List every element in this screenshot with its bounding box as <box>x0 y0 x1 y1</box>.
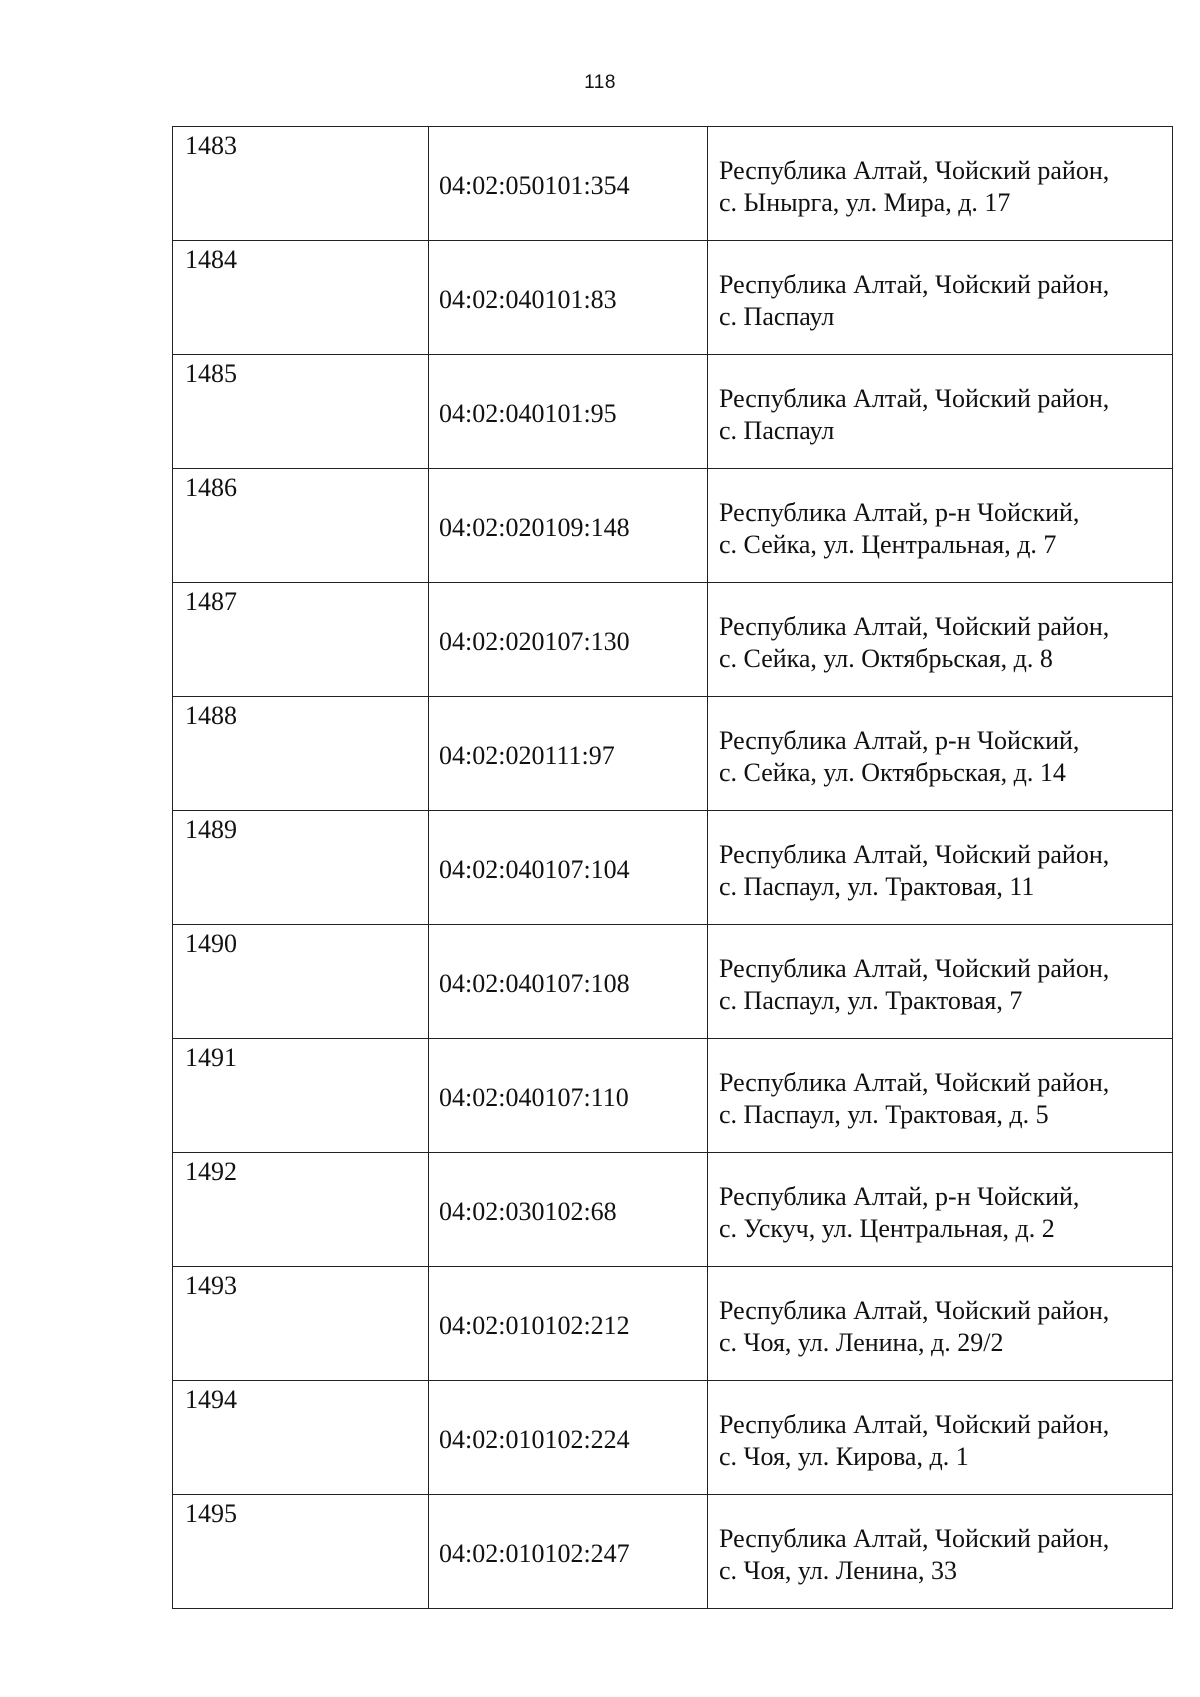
address-cell <box>708 583 1173 697</box>
address-line-1: Республика Алтай, Чойский район, <box>719 269 1110 299</box>
cadastral-number: 04:02:020111:97 <box>429 697 708 811</box>
cadastral-number: 04:02:030102:68 <box>429 1153 708 1267</box>
address-line-1: Республика Алтай, Чойский район, <box>719 155 1110 185</box>
address-line-2: с. Паспаул <box>719 301 835 331</box>
row-number: 1485 <box>173 355 429 469</box>
address-cell <box>708 241 1173 355</box>
table-row <box>173 1153 1173 1267</box>
address-line-2: с. Паспаул <box>719 415 835 445</box>
page-number: 118 <box>584 72 616 93</box>
table-row <box>173 1267 1173 1381</box>
table-row <box>173 127 1173 241</box>
table-row <box>173 1381 1173 1495</box>
address-line-1: Республика Алтай, Чойский район, <box>719 1523 1110 1553</box>
address-cell <box>708 697 1173 811</box>
cadastral-number: 04:02:020109:148 <box>429 469 708 583</box>
address-line-1: Республика Алтай, Чойский район, <box>719 953 1110 983</box>
table-row <box>173 697 1173 811</box>
row-number: 1487 <box>173 583 429 697</box>
address-line-1: Республика Алтай, Чойский район, <box>719 611 1110 641</box>
row-number: 1495 <box>173 1495 429 1609</box>
address-cell <box>708 925 1173 1039</box>
address-line-2: с. Паспаул, ул. Трактовая, 11 <box>719 871 1035 901</box>
address-line-1: Республика Алтай, Чойский район, <box>719 839 1110 869</box>
row-number: 1491 <box>173 1039 429 1153</box>
row-number: 1486 <box>173 469 429 583</box>
table-row <box>173 811 1173 925</box>
cadastral-number: 04:02:010102:224 <box>429 1381 708 1495</box>
address-line-2: с. Сейка, ул. Центральная, д. 7 <box>719 529 1057 559</box>
address-cell <box>708 1495 1173 1609</box>
table-row <box>173 1495 1173 1609</box>
row-number: 1490 <box>173 925 429 1039</box>
address-line-2: с. Ускуч, ул. Центральная, д. 2 <box>719 1213 1055 1243</box>
cadastral-number: 04:02:020107:130 <box>429 583 708 697</box>
address-cell <box>708 811 1173 925</box>
row-number: 1484 <box>173 241 429 355</box>
cadastral-number: 04:02:040107:110 <box>429 1039 708 1153</box>
cadastral-number: 04:02:040101:83 <box>429 241 708 355</box>
row-number: 1493 <box>173 1267 429 1381</box>
address-line-1: Республика Алтай, р-н Чойский, <box>719 497 1080 527</box>
cadastral-number: 04:02:050101:354 <box>429 127 708 241</box>
table-row <box>173 355 1173 469</box>
address-cell <box>708 1039 1173 1153</box>
cadastral-number: 04:02:040101:95 <box>429 355 708 469</box>
address-line-2: с. Паспаул, ул. Трактовая, 7 <box>719 985 1023 1015</box>
address-line-2: с. Ыныргa, ул. Мира, д. 17 <box>719 187 1011 217</box>
row-number: 1494 <box>173 1381 429 1495</box>
cadastral-number: 04:02:010102:247 <box>429 1495 708 1609</box>
address-cell <box>708 1153 1173 1267</box>
address-line-2: с. Чоя, ул. Кирова, д. 1 <box>719 1441 969 1471</box>
address-cell <box>708 127 1173 241</box>
row-number: 1483 <box>173 127 429 241</box>
cadastral-number: 04:02:010102:212 <box>429 1267 708 1381</box>
table-row <box>173 1039 1173 1153</box>
address-cell <box>708 1381 1173 1495</box>
address-line-1: Республика Алтай, Чойский район, <box>719 1409 1110 1439</box>
address-line-1: Республика Алтай, Чойский район, <box>719 383 1110 413</box>
row-number: 1492 <box>173 1153 429 1267</box>
table-row <box>173 583 1173 697</box>
address-line-1: Республика Алтай, р-н Чойский, <box>719 725 1080 755</box>
address-line-2: с. Чоя, ул. Ленина, д. 29/2 <box>719 1327 1004 1357</box>
property-registry-table <box>172 126 1173 1609</box>
address-line-2: с. Паспаул, ул. Трактовая, д. 5 <box>719 1099 1049 1129</box>
address-cell <box>708 1267 1173 1381</box>
address-line-2: с. Чоя, ул. Ленина, 33 <box>719 1555 958 1585</box>
address-line-1: Республика Алтай, р-н Чойский, <box>719 1181 1080 1211</box>
table-row <box>173 925 1173 1039</box>
cadastral-number: 04:02:040107:104 <box>429 811 708 925</box>
table-row <box>173 469 1173 583</box>
table-row <box>173 241 1173 355</box>
row-number: 1489 <box>173 811 429 925</box>
address-line-2: с. Сейка, ул. Октябрьская, д. 14 <box>719 757 1066 787</box>
row-number: 1488 <box>173 697 429 811</box>
address-line-1: Республика Алтай, Чойский район, <box>719 1295 1110 1325</box>
cadastral-number: 04:02:040107:108 <box>429 925 708 1039</box>
address-line-2: с. Сейка, ул. Октябрьская, д. 8 <box>719 643 1053 673</box>
address-cell <box>708 355 1173 469</box>
address-cell <box>708 469 1173 583</box>
address-line-1: Республика Алтай, Чойский район, <box>719 1067 1110 1097</box>
